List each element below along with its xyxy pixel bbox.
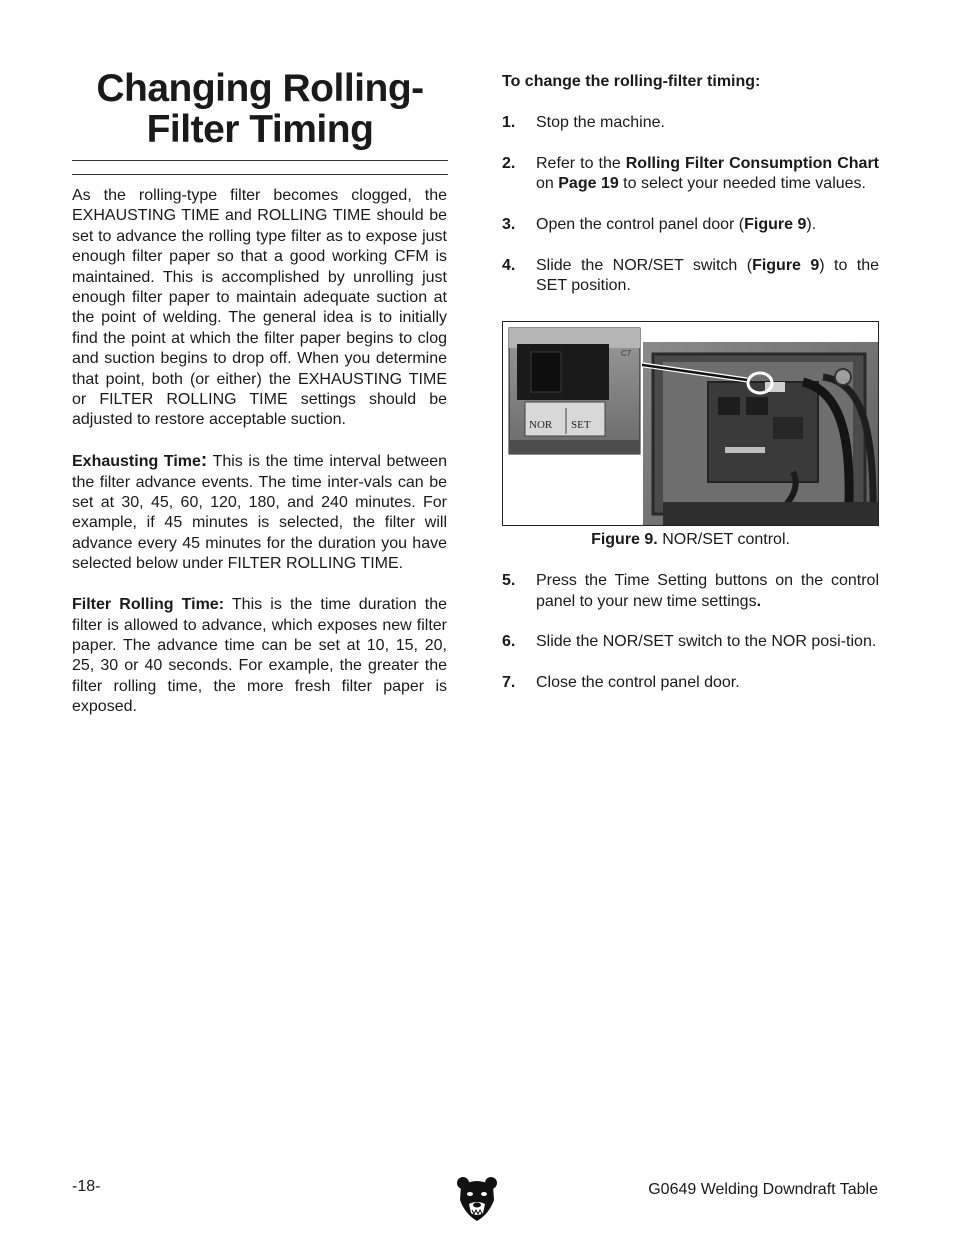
- step-number: 5.: [502, 572, 516, 590]
- title-line-2: Filter Timing: [146, 108, 374, 151]
- step-7: [502, 673, 879, 693]
- exhausting-time-colon: :: [200, 450, 208, 472]
- figure-9-photo: [502, 321, 879, 526]
- step-number: 6.: [502, 633, 516, 651]
- figure-reference: Figure 9: [752, 256, 820, 274]
- title-rule-bottom: [72, 174, 448, 175]
- switch-toggle: [531, 352, 561, 392]
- title-rule-top: [72, 160, 448, 161]
- intro-paragraph: As the rolling-type filter becomes clogged, the EXHAUSTING TIME and ROLLING TIME should be set to advance the rolling type filter as to expose just enough filter paper so that a good working CFM is maintained. This is accomplished by unrolling just enough filter paper to maintain adequate suction at the point of welding. The general idea is to initially find the point at which the filter paper begins to clog and suction begins to drop off. When you determine that point, both (or either) the EXHAUSTING TIME or FILTER ROLLING TIME settings should be adjusted to restore acceptable suction.: [72, 187, 447, 429]
- lower-housing: [663, 502, 879, 526]
- step-text: .: [756, 592, 762, 610]
- rolling-time-label: Filter Rolling Time:: [72, 596, 225, 614]
- chart-reference: Rolling Filter Consumption Chart: [625, 154, 879, 172]
- c7-label: C7: [621, 349, 632, 359]
- left-column: [72, 186, 447, 738]
- step-number: 3.: [502, 215, 516, 233]
- figure-caption-label: Figure 9.: [591, 531, 658, 549]
- step-number: 2.: [502, 154, 516, 172]
- step-text: Press the Time Setting buttons on the control panel to your new time settings: [536, 572, 879, 610]
- page-reference: Page 19: [558, 175, 619, 192]
- title-line-1: Changing Rolling-: [96, 67, 424, 110]
- procedure-heading: To change the rolling-filter timing:: [502, 73, 761, 90]
- step-3: [502, 215, 879, 235]
- bear-logo-icon: [456, 1176, 498, 1222]
- exhausting-time-label: Exhausting Time: [72, 453, 201, 471]
- inset-base: [509, 440, 640, 454]
- step-1: [502, 113, 879, 133]
- page-number: -18-: [72, 1178, 101, 1195]
- figure-reference: Figure 9: [744, 215, 807, 233]
- step-text: Slide the NOR/SET switch (: [536, 256, 753, 274]
- figure-caption: [502, 530, 879, 550]
- nor-label: NOR: [529, 419, 553, 432]
- cable-gland: [835, 369, 851, 385]
- rolling-time-text: This is the time duration the filter is allowed to advance, which exposes new filter paper. The advance time can be set at 10, 15, 20, 25, 30 or 40 seconds. For example, the greater the filter rolling time, the more fresh filter paper is exposed.: [72, 596, 447, 716]
- step-text: Slide the NOR/SET switch to the NOR posi-tion.: [536, 633, 877, 651]
- step-text: Stop the machine.: [536, 113, 665, 131]
- chip-component: [773, 417, 803, 439]
- right-column: [502, 72, 879, 714]
- step-text: Refer to the: [536, 154, 626, 172]
- step-5: [502, 571, 879, 612]
- page-title: [72, 68, 448, 150]
- rolling-time-paragraph: [72, 595, 447, 717]
- step-2: [502, 154, 879, 195]
- relay-component: [746, 397, 768, 415]
- step-number: 7.: [502, 674, 516, 692]
- step-text: ) to the SET position.: [536, 256, 879, 294]
- connector-strip: [725, 447, 765, 453]
- step-4: [502, 256, 879, 297]
- footer-manual-title: G0649 Welding Downdraft Table: [648, 1181, 878, 1198]
- step-text: ).: [806, 215, 817, 233]
- step-text: Close the control panel door.: [536, 674, 740, 692]
- exhausting-time-text: This is the time interval between the filter advance events. The time inter-vals can be set at 30, 45, 60, 120, 180, and 240 minutes. For example, if 45 minutes is selected, the filter will advance every 45 minutes for the duration you have selected below under FILTER ROLLING TIME.: [72, 453, 448, 573]
- set-label: SET: [571, 419, 591, 432]
- step-6: [502, 632, 879, 652]
- step-number: 4.: [502, 256, 516, 274]
- relay-component: [718, 397, 740, 415]
- exhausting-time-paragraph: [72, 451, 447, 574]
- step-text: Open the control panel door (: [536, 215, 745, 233]
- step-text: to select your needed time values.: [618, 175, 866, 192]
- step-number: 1.: [502, 113, 516, 131]
- step-text: on: [536, 175, 559, 192]
- figure-caption-text: NOR/SET control.: [657, 531, 790, 549]
- control-panel-illustration: [503, 322, 879, 526]
